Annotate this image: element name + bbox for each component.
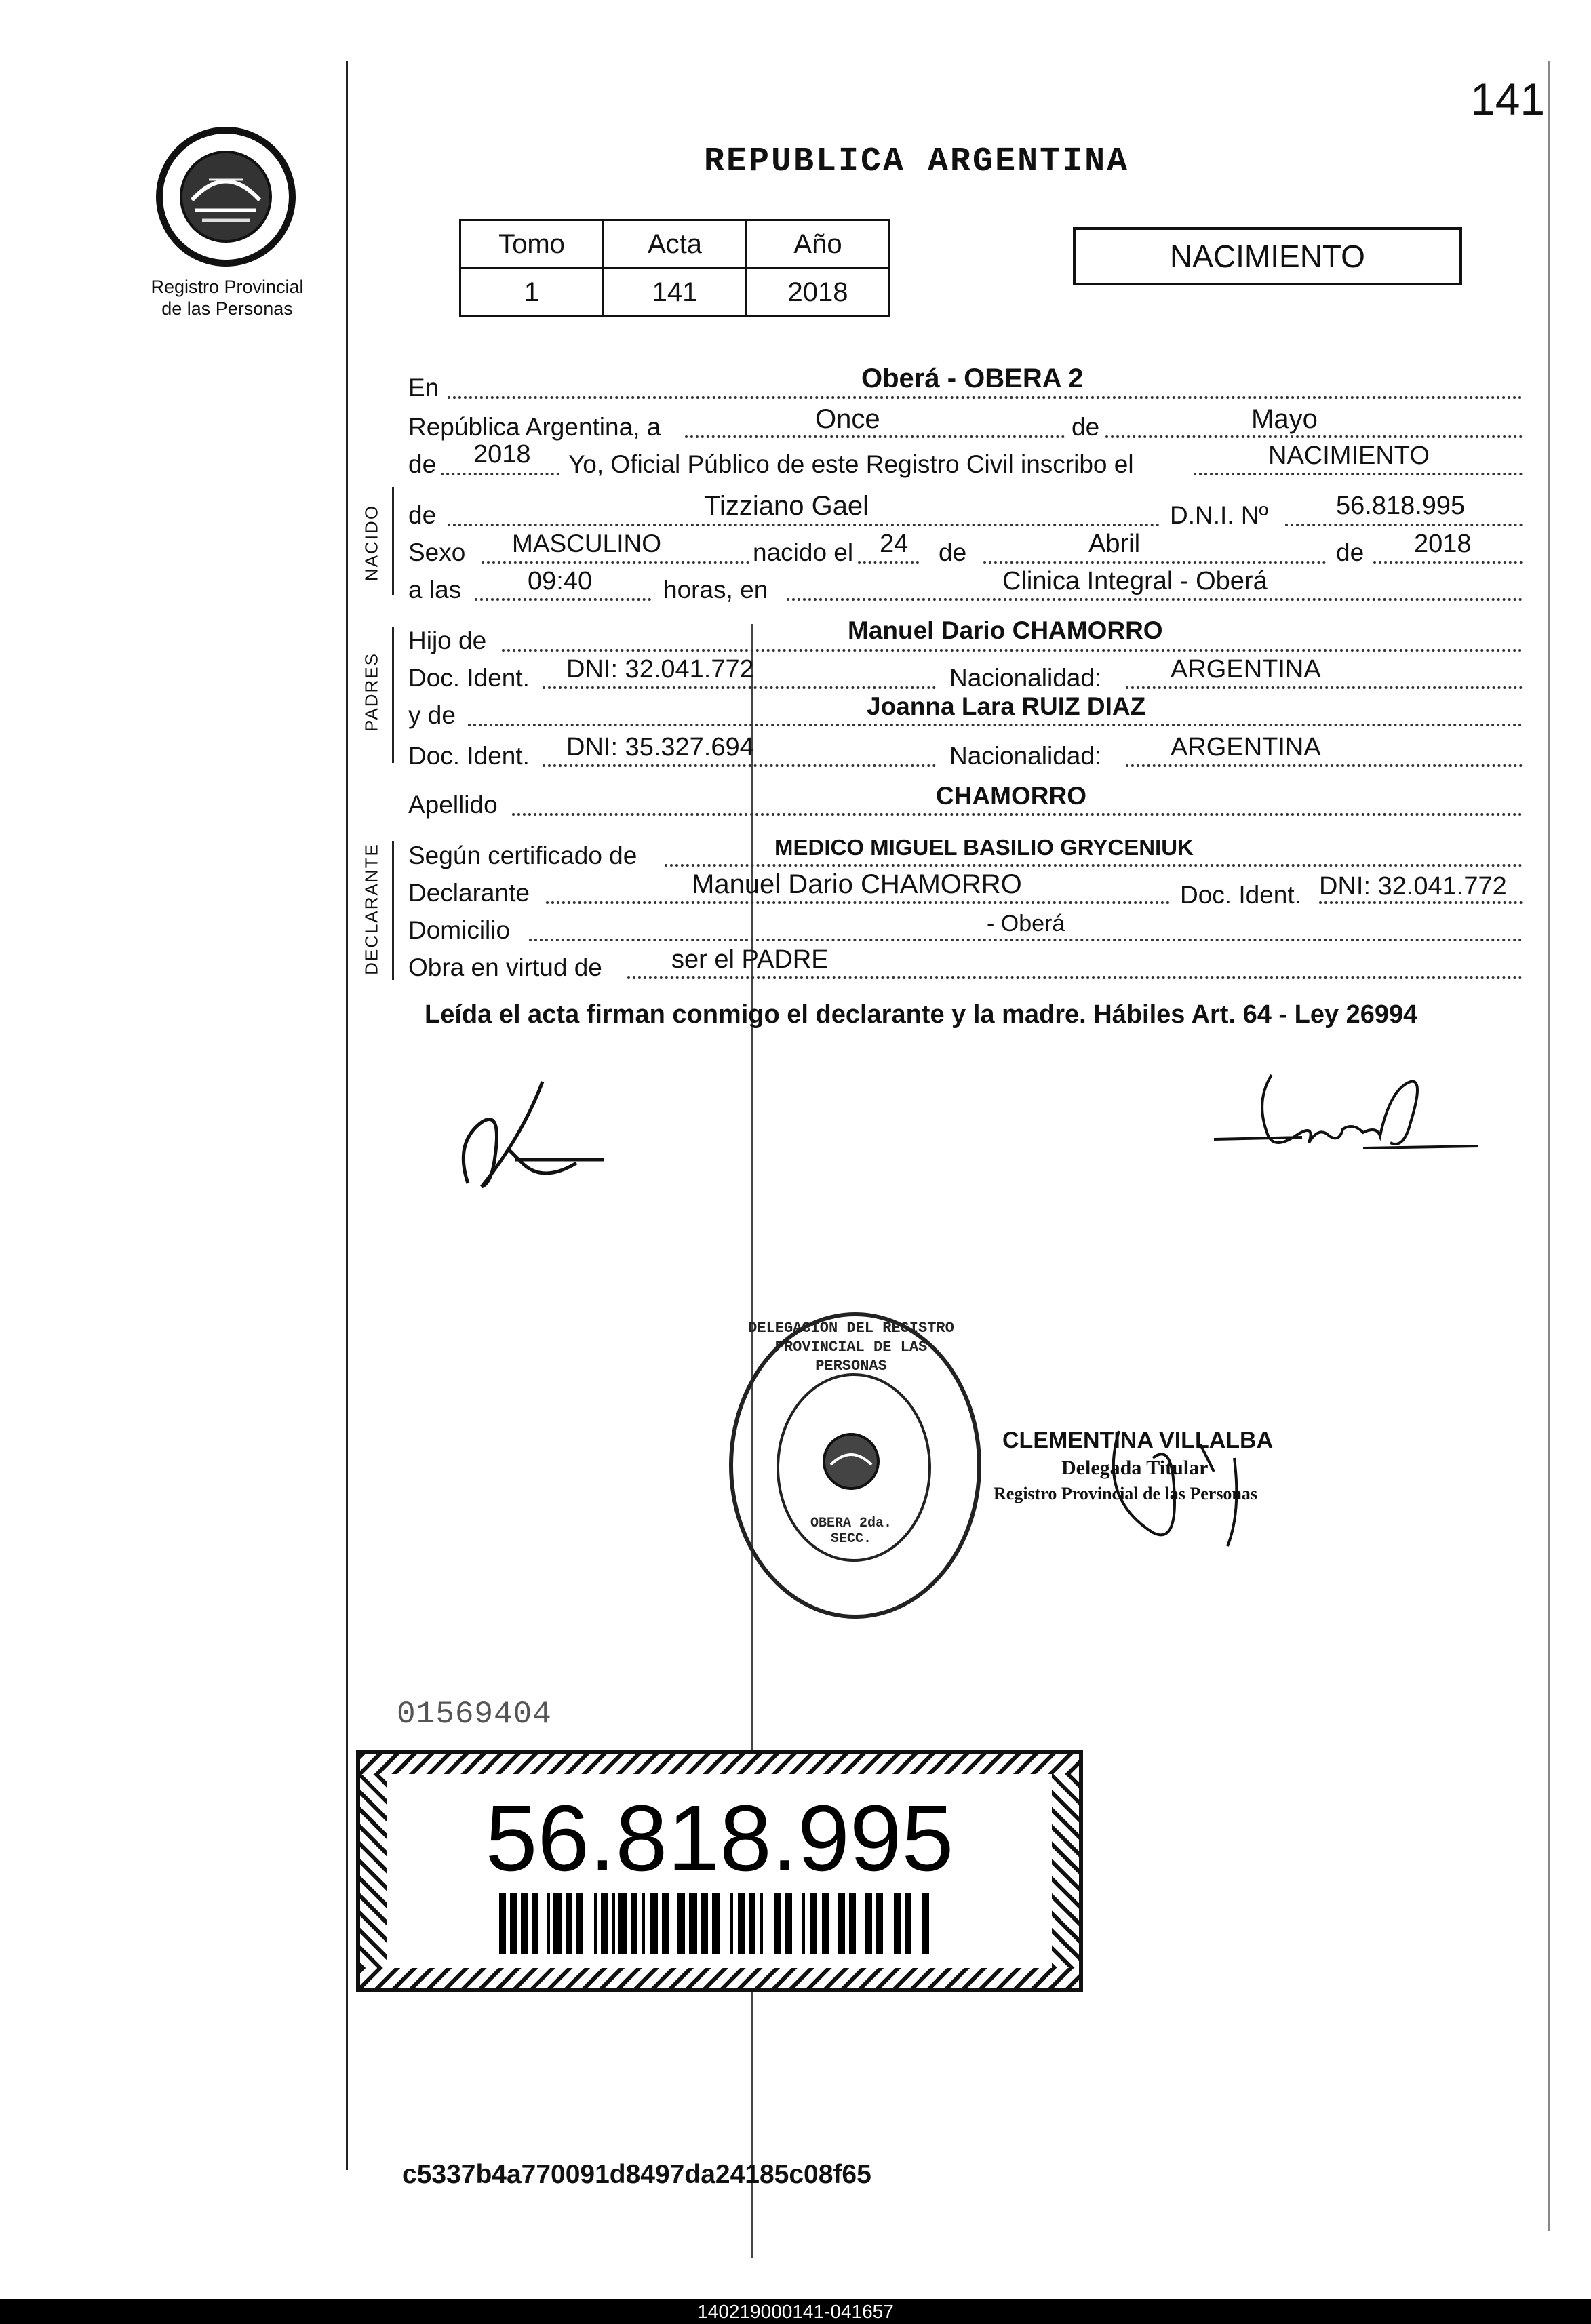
hash-code: c5337b4a770091d8497da24185c08f65 xyxy=(402,2160,871,2189)
alas-label: a las xyxy=(408,576,462,604)
serial-number: 01569404 xyxy=(397,1697,552,1732)
doc1-value: DNI: 32.041.772 xyxy=(566,655,754,684)
hijo-label: Hijo de xyxy=(408,627,487,654)
en-dotted-line xyxy=(448,396,1523,399)
nacido-label: nacido el xyxy=(753,538,854,566)
apellido-value: CHAMORRO xyxy=(936,782,1086,810)
table-value-acta: 141 xyxy=(604,269,747,317)
obra-label: Obra en virtud de xyxy=(408,953,602,981)
dni-label: D.N.I. Nº xyxy=(1170,501,1269,529)
father-dotted-line xyxy=(502,649,1523,652)
table-header-acta: Acta xyxy=(604,220,747,269)
en-value: Oberá - OBERA 2 xyxy=(861,363,1084,393)
sexo-label: Sexo xyxy=(408,538,466,566)
footer-code: 140219000141-041657 xyxy=(697,2301,894,2322)
birthday-dotted-line xyxy=(858,561,919,564)
year-dotted-line xyxy=(441,473,559,475)
republica-label: República Argentina, a xyxy=(408,413,661,441)
doc2-label: Doc. Ident. xyxy=(408,742,530,770)
birth-month-value: Abril xyxy=(1088,530,1141,558)
decl-doc-value: DNI: 32.041.772 xyxy=(1319,872,1507,901)
decl-doc-dotted-line xyxy=(1319,901,1523,904)
nac2-label: Nacionalidad: xyxy=(949,742,1102,770)
nac1-dotted-line xyxy=(1126,686,1523,689)
logo-caption-line2: de las Personas xyxy=(161,298,293,319)
nac2-dotted-line xyxy=(1126,764,1523,767)
decl-doc-label: Doc. Ident. xyxy=(1180,881,1301,909)
doc1-label: Doc. Ident. xyxy=(408,664,530,692)
obra-dotted-line xyxy=(627,976,1523,979)
nac1-value: ARGENTINA xyxy=(1171,655,1321,684)
logo-caption-line1: Registro Provincial xyxy=(151,277,304,297)
section-label-declarante: DECLARANTE xyxy=(361,843,382,975)
mother-dotted-line xyxy=(468,724,1523,726)
segun-label: Según certificado de xyxy=(408,842,637,869)
stamp-inner-text: OBERA 2da. SECC. xyxy=(810,1516,892,1547)
father-value: Manuel Dario CHAMORRO xyxy=(848,616,1163,644)
record-table xyxy=(459,219,890,317)
dni-dotted-line xyxy=(1285,524,1523,526)
month-dotted-line xyxy=(1105,435,1523,438)
section-label-padres: PADRES xyxy=(361,652,382,732)
inscribe-dotted-line xyxy=(1194,473,1523,475)
page-number: 141 xyxy=(1470,74,1546,124)
segun-value: MEDICO MIGUEL BASILIO GRYCENIUK xyxy=(774,835,1194,860)
declarante-dotted-line xyxy=(546,901,1170,904)
record-type-box: NACIMIENTO xyxy=(1073,227,1462,285)
sexo-value: MASCULINO xyxy=(512,530,661,557)
section-bracket-padres xyxy=(392,627,394,763)
birth-year-value: 2018 xyxy=(1414,530,1472,558)
nac1-label: Nacionalidad: xyxy=(949,664,1102,692)
name-value: Tizziano Gael xyxy=(704,491,869,521)
barcode-icon xyxy=(499,1893,940,1954)
birthmonth-dotted-line xyxy=(983,561,1326,564)
id-label-pattern-bottom xyxy=(360,1968,1079,1988)
time-dotted-line xyxy=(475,598,651,601)
table-header-anio: Año xyxy=(747,220,890,269)
id-label xyxy=(356,1750,1083,1992)
apellido-label: Apellido xyxy=(408,791,498,819)
stamp-ring-text: DELEGACION DEL REGISTRO PROVINCIAL DE LAS PERSONAS xyxy=(748,1320,954,1375)
time-value: 09:40 xyxy=(528,567,593,595)
stamp-seal-icon xyxy=(821,1431,882,1492)
nac2-value: ARGENTINA xyxy=(1171,733,1321,762)
declarante-value: Manuel Dario CHAMORRO xyxy=(692,869,1022,899)
apellido-dotted-line xyxy=(512,813,1523,816)
doc2-dotted-line xyxy=(543,764,936,767)
birth-de-label: de xyxy=(939,538,967,566)
id-label-number: 56.818.995 xyxy=(485,1786,954,1891)
month-de-label: de xyxy=(1072,413,1100,441)
dni-value: 56.818.995 xyxy=(1336,492,1466,520)
segun-dotted-line xyxy=(665,864,1523,867)
domicilio-value: - Oberá xyxy=(987,911,1065,937)
place-dotted-line xyxy=(787,598,1523,601)
sexo-dotted-line xyxy=(482,561,749,564)
domicilio-label: Domicilio xyxy=(408,916,511,944)
domicilio-dotted-line xyxy=(529,939,1523,941)
official-title: Delegada Titular xyxy=(1061,1457,1209,1479)
doc1-dotted-line xyxy=(543,686,936,689)
place-value: Clinica Integral - Oberá xyxy=(1002,567,1268,595)
left-margin-line xyxy=(346,61,348,2170)
horas-label: horas, en xyxy=(663,576,768,604)
province-logo xyxy=(155,125,297,268)
day-value: Once xyxy=(815,404,880,434)
birthyear-dotted-line xyxy=(1373,561,1523,564)
province-seal-icon xyxy=(155,125,297,268)
obra-value: ser el PADRE xyxy=(671,945,829,974)
official-office: Registro Provincial de las Personas xyxy=(994,1484,1258,1503)
doc2-value: DNI: 35.327.694 xyxy=(566,733,754,762)
month-value: Mayo xyxy=(1251,404,1318,434)
section-label-nacido: NACIDO xyxy=(361,504,382,582)
official-name: CLEMENTINA VILLALBA xyxy=(1002,1427,1274,1453)
name-dotted-line xyxy=(448,524,1160,526)
yde-label: y de xyxy=(408,701,456,729)
footer-bar xyxy=(0,2299,1591,2324)
table-header-tomo: Tomo xyxy=(460,220,604,269)
official-signature xyxy=(1099,1417,1316,1553)
name-de-label: de xyxy=(408,501,437,529)
closing-text: Leída el acta firman conmigo el declarante y la madre. Hábiles Art. 64 - Ley 26994 xyxy=(425,1000,1418,1029)
oficial-text: Yo, Oficial Público de este Registro Civil inscribo el xyxy=(568,450,1134,478)
right-margin-line xyxy=(1548,61,1550,2231)
year-value: 2018 xyxy=(473,440,531,469)
signature-left xyxy=(441,1068,617,1204)
table-value-tomo: 1 xyxy=(460,269,604,317)
birth-day-value: 24 xyxy=(880,530,909,558)
birth-de2-label: de xyxy=(1336,538,1364,566)
year-de-label: de xyxy=(408,450,437,478)
barcode xyxy=(499,1893,940,1954)
en-label: En xyxy=(408,374,439,401)
mother-value: Joanna Lara RUIZ DIAZ xyxy=(867,692,1146,720)
section-bracket-nacido xyxy=(392,487,394,595)
country-title: REPUBLICA ARGENTINA xyxy=(704,142,1130,181)
declarante-label: Declarante xyxy=(408,879,530,907)
signature-right xyxy=(1207,1061,1492,1177)
republica-dotted-line xyxy=(685,435,1065,438)
inscribe-value: NACIMIENTO xyxy=(1268,441,1430,470)
section-bracket-declarante xyxy=(392,841,394,980)
table-value-anio: 2018 xyxy=(747,269,890,317)
id-label-pattern-top xyxy=(360,1754,1079,1774)
